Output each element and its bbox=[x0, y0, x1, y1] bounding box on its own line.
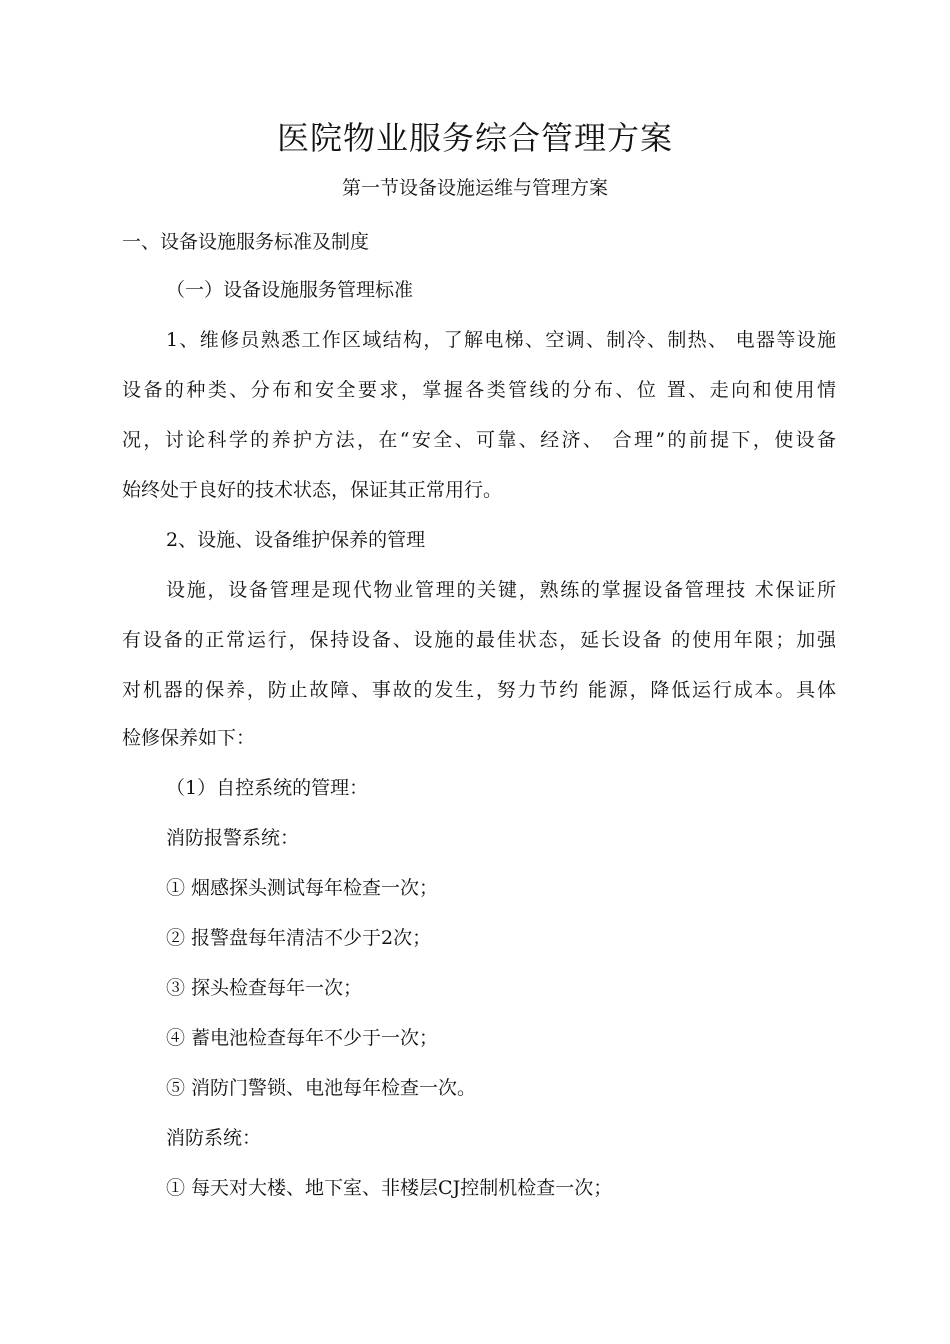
item-heading: 2、设施、设备维护保养的管理 bbox=[166, 529, 426, 551]
paragraph-1-line: 设备的种类、分布和安全要求，掌握各类管线的分布、位 置、走向和使用情 bbox=[122, 379, 836, 401]
fire-alarm-label: 消防报警系统： bbox=[166, 827, 300, 849]
paragraph-1-line: 始终处于良好的技术状态，保证其正常用行。 bbox=[122, 479, 503, 501]
heading-level-2: （一）设备设施服务管理标准 bbox=[166, 279, 414, 301]
sub-heading: （1）自控系统的管理： bbox=[166, 777, 369, 799]
paragraph-2-line: 有设备的正常运行，保持设备、设施的最佳状态，延长设备 的使用年限；加强 bbox=[122, 629, 836, 651]
list-item: ② 报警盘每年清洁不少于2次； bbox=[166, 927, 432, 949]
paragraph-1-line: 1、维修员熟悉工作区域结构，了解电梯、空调、制冷、制热、 电器等设施 bbox=[166, 329, 836, 351]
list-item: ④ 蓄电池检查每年不少于一次； bbox=[166, 1027, 439, 1049]
section-subtitle: 第一节设备设施运维与管理方案 bbox=[341, 177, 608, 199]
document-title: 医院物业服务综合管理方案 bbox=[276, 119, 673, 157]
paragraph-2-line: 检修保养如下： bbox=[122, 727, 256, 749]
fire-system-label: 消防系统： bbox=[166, 1127, 262, 1149]
paragraph-2-line: 对机器的保养，防止故障、事故的发生，努力节约 能源，降低运行成本。具体 bbox=[122, 679, 836, 701]
paragraph-1-line: 况，讨论科学的养护方法，在“安全、可靠、经济、 合理”的前提下，使设备 bbox=[122, 429, 836, 451]
list-item: ⑤ 消防门警锁、电池每年检查一次。 bbox=[166, 1077, 477, 1099]
paragraph-2-line: 设施，设备管理是现代物业管理的关键，熟练的掌握设备管理技 术保证所 bbox=[166, 579, 836, 601]
list-item: ① 烟感探头测试每年检查一次； bbox=[166, 877, 439, 899]
heading-level-1: 一、设备设施服务标准及制度 bbox=[122, 231, 370, 253]
list-item: ③ 探头检查每年一次； bbox=[166, 977, 363, 999]
list-item: ① 每天对大楼、地下室、非楼层CJ控制机检查一次； bbox=[166, 1177, 613, 1199]
